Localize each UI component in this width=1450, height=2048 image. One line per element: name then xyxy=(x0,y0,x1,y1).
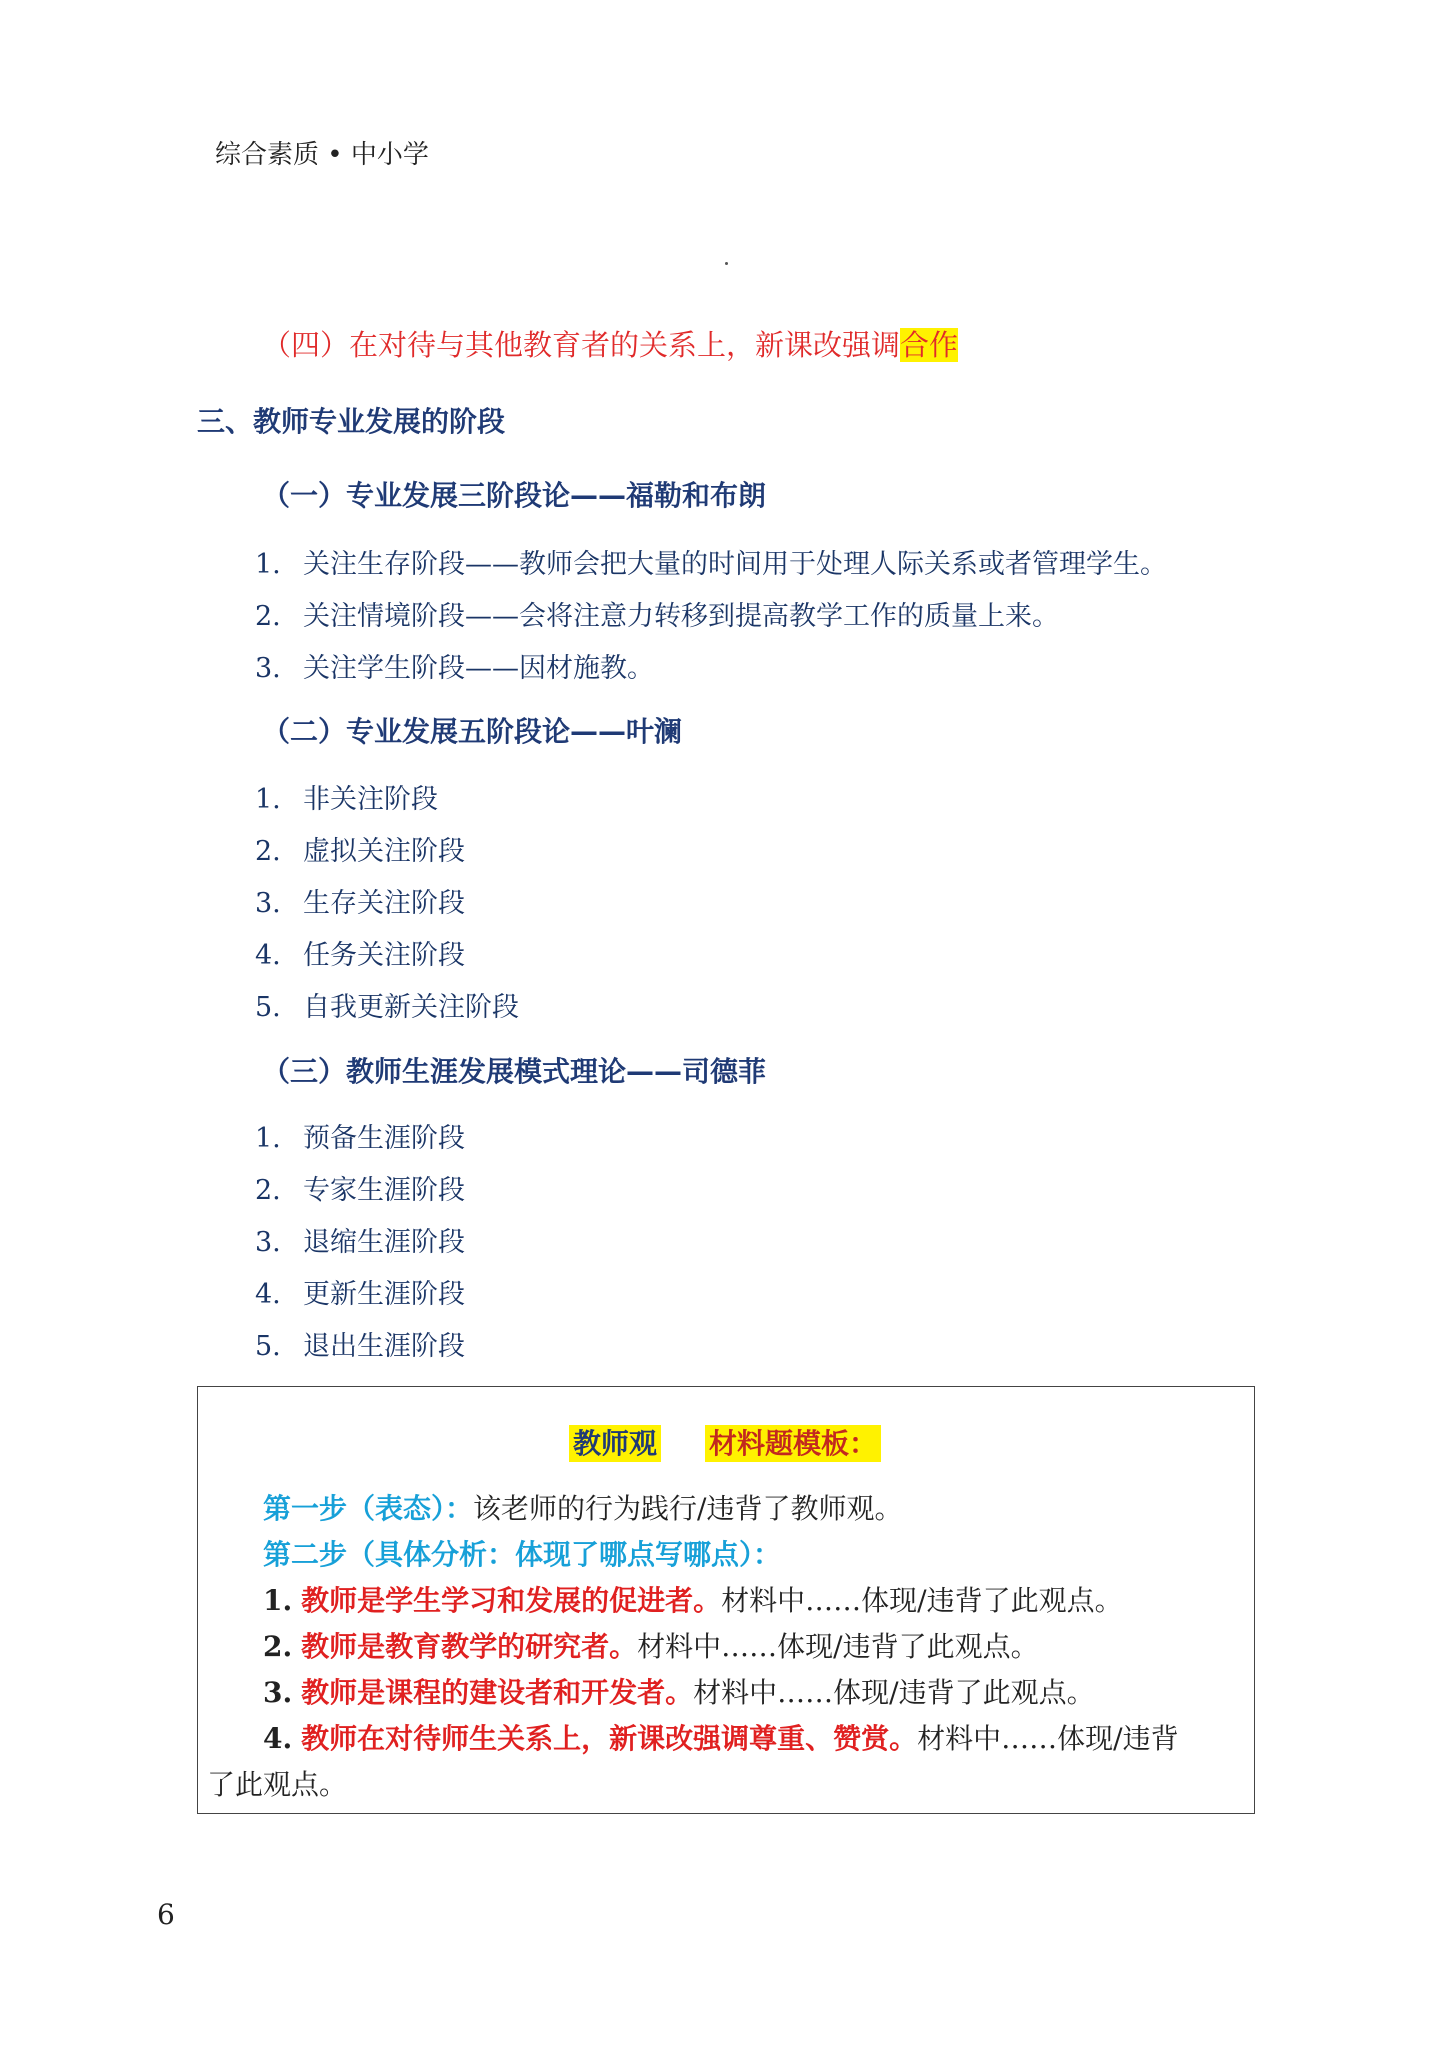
template-box-title xyxy=(0,1422,1450,1462)
point-item-continuation: 了此观点。 xyxy=(207,1768,348,1801)
point-item: 2. 教师是教育教学的研究者。材料中……体现/违背了此观点。 xyxy=(263,1630,1039,1663)
list-item: 2. 关注情境阶段——会将注意力转移到提高教学工作的质量上来。 xyxy=(255,601,1059,632)
step-two: 第二步（具体分析：体现了哪点写哪点）： xyxy=(263,1538,782,1571)
list-item: 3. 关注学生阶段——因材施教。 xyxy=(255,653,654,684)
list-item: 4. 更新生涯阶段 xyxy=(255,1279,465,1310)
decorative-dot xyxy=(725,262,728,265)
title-template: 材料题模板： xyxy=(705,1425,881,1462)
page-number: 6 xyxy=(157,1898,175,1931)
highlight-cooperation: 合作 xyxy=(900,328,959,362)
list-item: 4. 任务关注阶段 xyxy=(255,940,465,971)
point-four-text: （四）在对待与其他教育者的关系上，新课改强调 xyxy=(262,328,901,362)
list-item: 1. 预备生涯阶段 xyxy=(255,1123,465,1154)
running-header: 综合素质 • 中小学 xyxy=(215,140,429,170)
list-item: 5. 自我更新关注阶段 xyxy=(255,992,519,1023)
subsection-title-1: （一）专业发展三阶段论——福勒和布朗 xyxy=(262,479,767,512)
list-item: 1. 非关注阶段 xyxy=(255,784,438,815)
list-item: 2. 专家生涯阶段 xyxy=(255,1175,465,1206)
step-one: 第一步（表态）：该老师的行为践行/违背了教师观。 xyxy=(263,1492,903,1525)
list-item: 2. 虚拟关注阶段 xyxy=(255,836,465,867)
section-title: 三、教师专业发展的阶段 xyxy=(197,405,506,438)
title-teacher-view: 教师观 xyxy=(569,1425,661,1462)
point-item: 4. 教师在对待师生关系上，新课改强调尊重、赞赏。材料中……体现/违背 xyxy=(263,1722,1179,1755)
point-item: 1. 教师是学生学习和发展的促进者。材料中……体现/违背了此观点。 xyxy=(263,1584,1123,1617)
list-item: 5. 退出生涯阶段 xyxy=(255,1331,465,1362)
subsection-title-3: （三）教师生涯发展模式理论——司德菲 xyxy=(262,1055,767,1088)
list-item: 3. 生存关注阶段 xyxy=(255,888,465,919)
list-item: 3. 退缩生涯阶段 xyxy=(255,1227,465,1258)
point-item: 3. 教师是课程的建设者和开发者。材料中……体现/违背了此观点。 xyxy=(263,1676,1095,1709)
point-four-line xyxy=(262,323,958,364)
list-item: 1. 关注生存阶段——教师会把大量的时间用于处理人际关系或者管理学生。 xyxy=(255,549,1167,580)
subsection-title-2: （二）专业发展五阶段论——叶澜 xyxy=(262,715,683,748)
